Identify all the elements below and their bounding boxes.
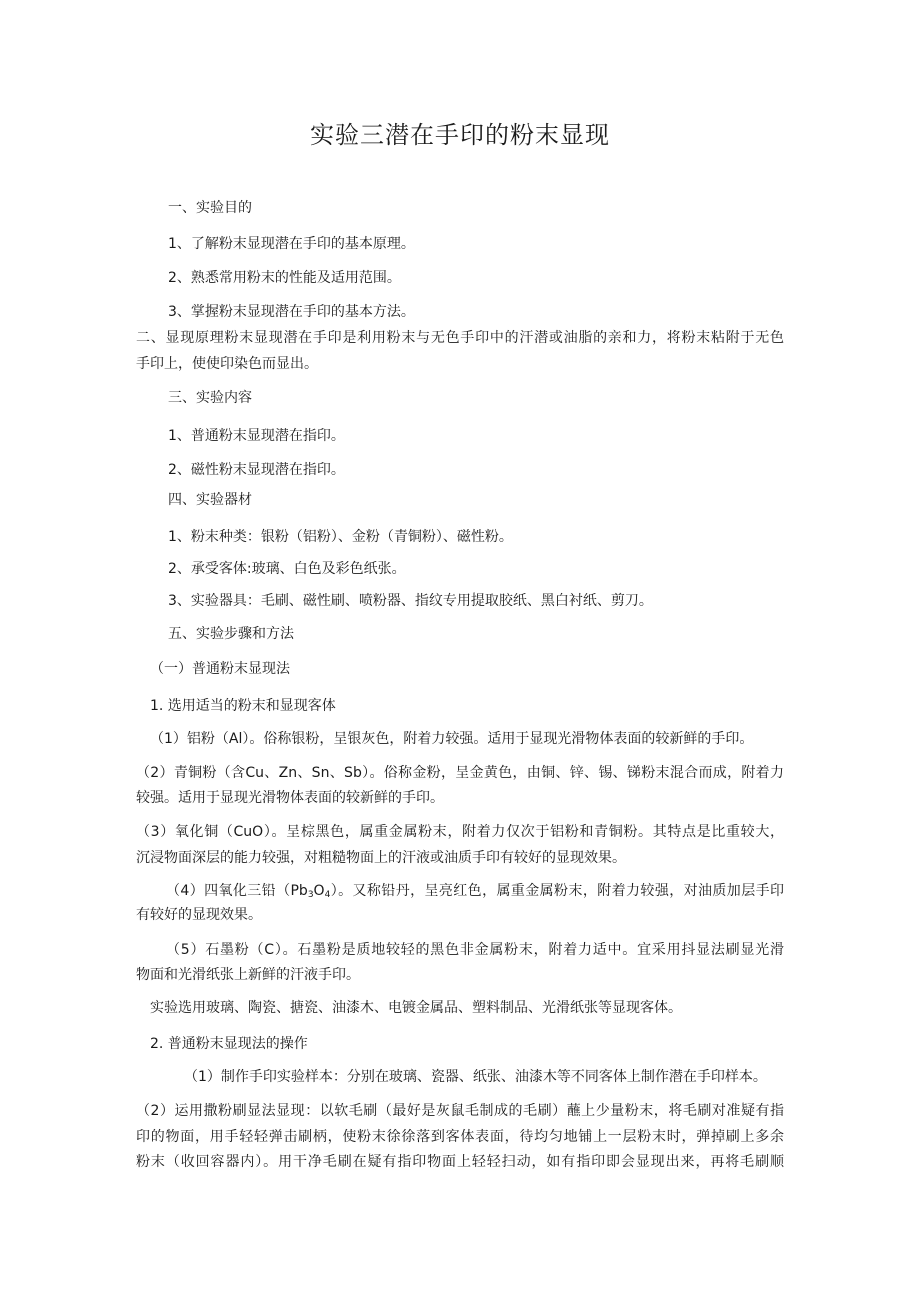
subscript: 4 — [324, 890, 331, 900]
section-heading-3: 三、实验内容 — [168, 390, 252, 406]
paragraph-line: 物面和光滑纸张上新鲜的汗液手印。 — [136, 967, 360, 983]
paragraph-line: 二、显现原理粉末显现潜在手印是利用粉末与无色手印中的汗潜或油脂的亲和力，将粉末粘附于无色 — [136, 330, 784, 346]
section-heading-5: 五、实验步骤和方法 — [168, 626, 294, 642]
list-item: 1、普通粉末显现潜在指印。 — [168, 428, 345, 444]
paragraph-line: 印的物面，用手轻轻弹击刷柄，使粉末徐徐落到客体表面，待均匀地铺上一层粉末时，弹掉刷上多余 — [136, 1129, 784, 1145]
document-title: 实验三潜在手印的粉末显现 — [310, 121, 610, 149]
paragraph-line: 实验选用玻璃、陶瓷、搪瓷、油漆木、电镀金属品、塑料制品、光滑纸张等显现客体。 — [150, 1000, 682, 1016]
list-item: 1、了解粉末显现潜在手印的基本原理。 — [168, 236, 415, 252]
paragraph-line: 沉浸物面深层的能力较强，对粗糙物面上的汗液或油质手印有较好的显现效果。 — [136, 850, 626, 866]
section-heading-4: 四、实验器材 — [168, 492, 252, 508]
section-heading-1: 一、实验目的 — [168, 200, 252, 216]
list-item: 3、掌握粉末显现潜在手印的基本方法。 — [168, 304, 415, 320]
subscript: 3 — [307, 890, 314, 900]
paragraph-line: （2）青铜粉（含Cu、Zn、Sn、Sb）。俗称金粉，呈金黄色，由铜、锌、锡、锑粉末混合而成，附着力 — [136, 765, 784, 781]
paragraph-line: 粉末（收回容器内）。用干净毛刷在疑有指印物面上轻轻扫动，如有指印即会显现出来，再将毛刷顺 — [136, 1154, 784, 1170]
paragraph-line: （3）氧化铜（CuO）。呈棕黑色，属重金属粉末，附着力仅次于铝粉和青铜粉。其特点是比重较大， — [136, 824, 784, 840]
paragraph-line: （2）运用撒粉刷显法显现：以软毛刷（最好是灰鼠毛制成的毛刷）蘸上少量粉末，将毛刷对准疑有指 — [136, 1103, 784, 1119]
step-heading: 1. 选用适当的粉末和显现客体 — [150, 698, 336, 714]
paragraph-line: （1）铝粉（Al）。俗称银粉，呈银灰色，附着力较强。适用于显现光滑物体表面的较新鲜的手印。 — [150, 731, 754, 747]
list-item: 2、熟悉常用粉末的性能及适用范围。 — [168, 270, 401, 286]
paragraph-line: 有较好的显现效果。 — [136, 907, 262, 923]
list-item: 3、实验器具：毛刷、磁性刷、喷粉器、指纹专用提取胶纸、黑白衬纸、剪刀。 — [168, 593, 653, 609]
subsection-heading: （一）普通粉末显现法 — [150, 661, 290, 677]
list-item: 1、粉末种类：银粉（铝粉）、金粉（青铜粉）、磁性粉。 — [168, 529, 513, 545]
step-heading: 2. 普通粉末显现法的操作 — [150, 1036, 308, 1052]
text-run: O — [313, 883, 325, 899]
text-run: （4）四氧化三铅（Pb — [166, 883, 308, 899]
paragraph-line: （5）石墨粉（C）。石墨粉是质地较轻的黑色非金属粉末，附着力适中。宜采用抖显法刷显光滑 — [166, 942, 784, 958]
paragraph-line — [166, 881, 784, 901]
text-run: ）。又称铅丹，呈亮红色，属重金属粉末，附着力较强，对油质加层手印 — [330, 883, 784, 899]
list-item: 2、承受客体:玻璃、白色及彩色纸张。 — [168, 561, 406, 577]
paragraph-line: 较强。适用于显现光滑物体表面的较新鲜的手印。 — [136, 790, 444, 806]
paragraph-line: 手印上，使使印染色而显出。 — [136, 356, 318, 372]
paragraph-line: （1）制作手印实验样本：分别在玻璃、瓷器、纸张、油漆木等不同客体上制作潜在手印样本。 — [184, 1069, 767, 1085]
list-item: 2、磁性粉末显现潜在指印。 — [168, 462, 345, 478]
